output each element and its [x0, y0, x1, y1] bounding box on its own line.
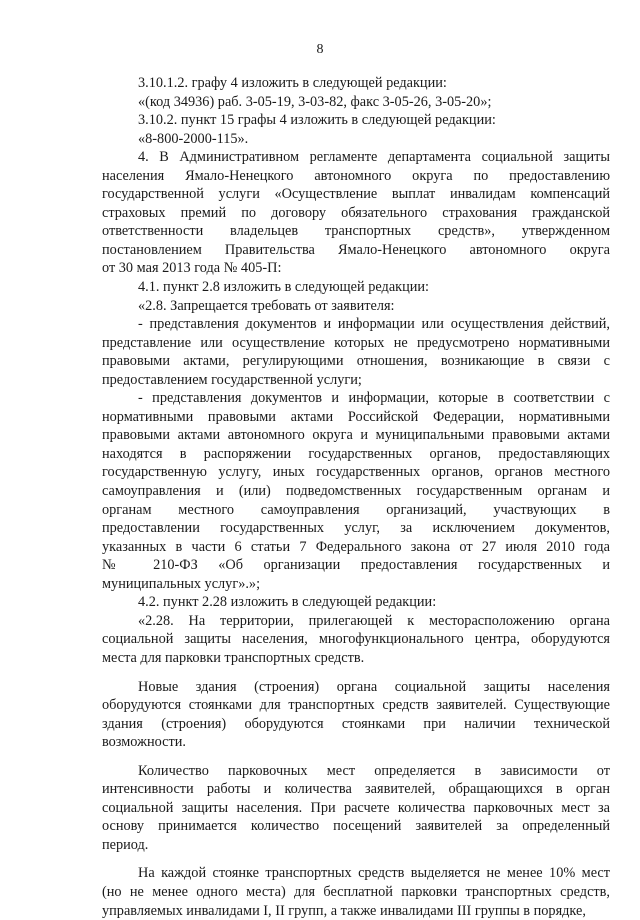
- text-line: - представления документов и информации, которые в соответствии с: [138, 390, 610, 407]
- text-line: находятся в распоряжении государственных органов, предоставляющих: [102, 445, 610, 462]
- text-line: «2.8. Запрещается требовать от заявителя:: [138, 297, 395, 314]
- text-line: представление или осуществление которых не предусмотрено нормативными: [102, 334, 610, 351]
- paragraph: [102, 74, 610, 93]
- text-line: Новые здания (строения) органа социальной защиты населения: [138, 678, 610, 695]
- text-line: интенсивности работы и количества заявителей, обращающихся в орган: [102, 781, 610, 798]
- document-body: [102, 74, 610, 920]
- text-line: населения Ямало-Ненецкого автономного округа по предоставлению: [102, 167, 610, 184]
- text-line: предоставлением государственной услуги;: [102, 371, 362, 388]
- text-line: (но не менее одного места) для бесплатной парковки транспортных средств,: [102, 883, 610, 900]
- text-line: оборудуются стоянками для транспортных средств заявителей. Существующие: [102, 697, 610, 714]
- text-line: социальной защиты населения, многофункционального центра, оборудуются: [102, 631, 610, 648]
- paragraph: [102, 612, 610, 668]
- text-line: возможности.: [102, 734, 186, 751]
- page-number: 8: [316, 42, 324, 57]
- text-line: «2.28. На территории, прилегающей к месторасположению органа: [138, 612, 610, 629]
- text-line: 3.10.2. пункт 15 графы 4 изложить в следующей редакции:: [138, 112, 496, 129]
- text-line: Количество парковочных мест определяется в зависимости от: [138, 762, 610, 779]
- text-line: управляемых инвалидами I, II групп, а также инвалидами III группы в порядке,: [102, 902, 586, 919]
- text-line: период.: [102, 836, 149, 853]
- text-line: 4.2. пункт 2.28 изложить в следующей редакции:: [138, 594, 437, 611]
- text-line: указанных в части 6 статьи 7 Федерального закона от 27 июля 2010 года: [102, 538, 610, 555]
- paragraph: [102, 864, 610, 920]
- paragraph: [102, 111, 610, 130]
- paragraph: [102, 762, 610, 855]
- text-line: 4. В Административном регламенте департамента социальной защиты: [138, 149, 610, 166]
- text-line: - представления документов и информации или осуществления действий,: [138, 316, 610, 333]
- text-line: № 210-ФЗ «Об организации предоставления государственных и: [102, 557, 610, 574]
- text-line: самоуправления и (или) подведомственных государственным органам и: [102, 483, 610, 500]
- text-line: основу принимается количество посещений заявителей за определенный: [102, 818, 610, 835]
- text-line: «(код 34936) раб. 3-05-19, 3-03-82, факс 3-05-26, 3-05-20»;: [138, 93, 492, 110]
- text-line: социальной защиты населения. При расчете количества парковочных мест за: [102, 799, 610, 816]
- text-line: ответственности владельцев транспортных средств», утвержденном: [102, 223, 610, 240]
- paragraph: [102, 593, 610, 612]
- text-line: предоставлении государственных услуг, за исключением документов,: [102, 520, 610, 537]
- paragraph: [102, 93, 610, 112]
- text-line: места для парковки транспортных средств.: [102, 649, 365, 666]
- paragraph: [102, 278, 610, 297]
- text-line: постановлением Правительства Ямало-Ненецкого автономного округа: [102, 241, 610, 258]
- text-line: страховых премий по договору обязательного страхования гражданской: [102, 204, 610, 221]
- paragraph: [102, 678, 610, 752]
- text-line: 4.1. пункт 2.8 изложить в следующей редакции:: [138, 279, 430, 296]
- text-line: здания (строения) оборудуются стоянками при наличии технической: [102, 715, 610, 732]
- paragraph: [102, 148, 610, 278]
- text-line: «8-800-2000-115».: [138, 130, 249, 147]
- text-line: На каждой стоянке транспортных средств выделяется не менее 10% мест: [138, 865, 610, 882]
- text-line: правовыми актами, регулирующими отношения, возникающие в связи с: [102, 353, 610, 370]
- text-line: муниципальных услуг».»;: [102, 575, 261, 592]
- paragraph: [102, 315, 610, 389]
- paragraph: [102, 389, 610, 593]
- text-line: государственную услугу, иных государственных органов, органов местного: [102, 464, 610, 481]
- paragraph: [102, 297, 610, 316]
- paragraph: [102, 130, 610, 149]
- text-line: государственной услуги «Осуществление выплат инвалидам компенсаций: [102, 186, 610, 203]
- text-line: от 30 мая 2013 года № 405-П:: [102, 260, 282, 277]
- text-line: 3.10.1.2. графу 4 изложить в следующей редакции:: [138, 75, 447, 91]
- text-line: правовыми актами автономного округа и муниципальными правовыми актами: [102, 427, 610, 444]
- text-line: органам местного самоуправления организаций, участвующих в: [102, 501, 610, 518]
- text-line: нормативными правовыми актами Российской Федерации, нормативными: [102, 408, 610, 425]
